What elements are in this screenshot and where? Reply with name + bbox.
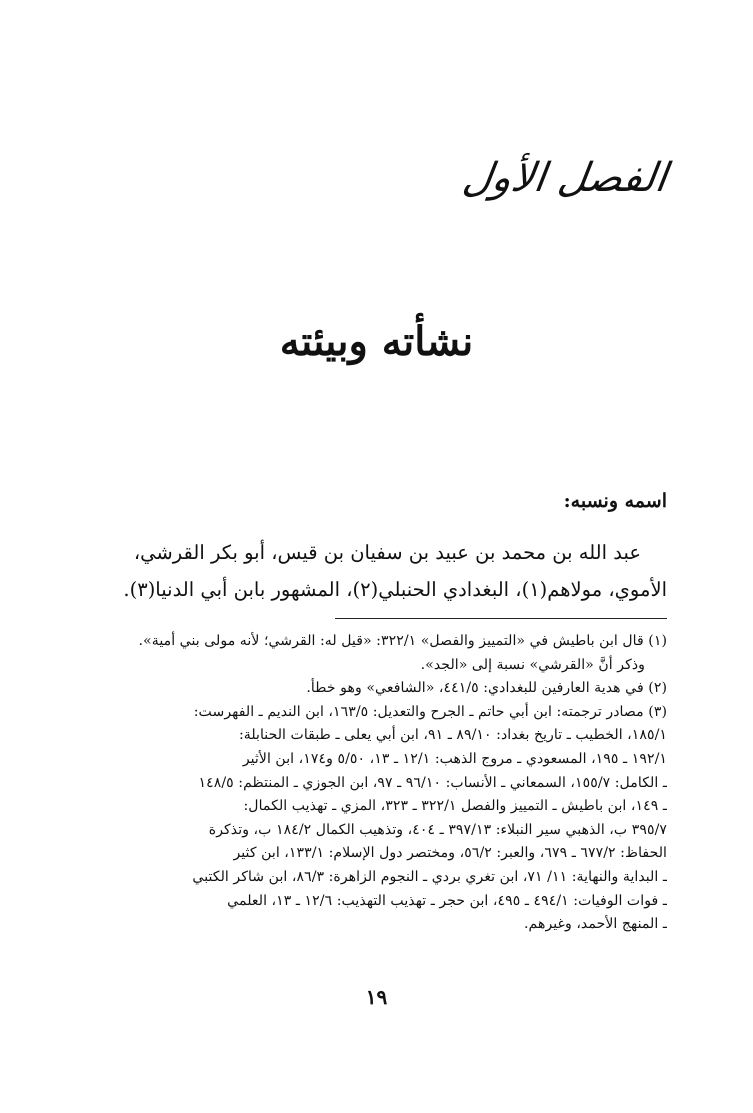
footnote-3-continuation: ـ الكامل: ١٥٥/٧، السمعاني ـ الأنساب: ٩٦/١٠ ـ ٩٧، ابن الجوزي ـ المنتظم: ١٤٨/٥: [198, 774, 667, 791]
footnote-3-continuation: ٣٩٥/٧ ب، الذهبي سير النبلاء: ٣٩٧/١٣ ـ ٤٠٤، وتذهيب الكمال ١٨٤/٢ ب، وتذكرة: [208, 821, 667, 838]
footnote-3-continuation: الحفاظ: ٦٧٧/٢ ـ ٦٧٩، والعبر: ٥٦/٢، ومختصر دول الإسلام: ١٣٣/١، ابن كثير: [233, 845, 667, 862]
page-number: ١٩: [365, 985, 388, 1009]
chapter-heading: الفصل الأول: [460, 155, 671, 201]
body-line: الأموي، مولاهم(١)، البغدادي الحنبلي(٢)، المشهور بابن أبي الدنيا(٣).: [123, 578, 667, 601]
footnote-3-continuation: ١٩٢/١ ـ ١٩٥، المسعودي ـ مروج الذهب: ١٢/١ ـ ١٣، ٥/٥٠ و١٧٤، ابن الأثير: [242, 750, 667, 767]
footnote-3-continuation: ـ ١٤٩، ابن باطيش ـ التمييز والفصل ٣٢٢/١ ـ ٣٢٣، المزي ـ تهذيب الكمال:: [243, 798, 667, 815]
chapter-title: نشأته وبيئته: [279, 318, 474, 365]
footnote-3-continuation: ١٨٥/١، الخطيب ـ تاريخ بغداد: ٨٩/١٠ ـ ٩١، ابن أبي يعلى ـ طبقات الحنابلة:: [238, 727, 667, 744]
section-heading: اسمه ونسبه:: [563, 490, 667, 512]
footnote-3-continuation: ـ البداية والنهاية: ١١/ ٧١، ابن تغري بردي ـ النجوم الزاهرة: ٨٦/٣، ابن شاكر الكتبي: [192, 868, 667, 885]
footnote-divider: [335, 618, 667, 619]
footnote-1-continuation: وذكر أنَّ «القرشي» نسبة إلى «الجد».: [420, 656, 645, 673]
body-paragraph: [86, 534, 667, 608]
body-line: عبد الله بن محمد بن عبيد بن سفيان بن قيس، أبو بكر القرشي،: [133, 541, 641, 564]
footnotes: [86, 630, 667, 937]
footnote-3-continuation: ـ فوات الوفيات: ٤٩٤/١ ـ ٤٩٥، ابن حجر ـ تهذيب التهذيب: ١٢/٦ ـ ١٣، العلمي: [227, 892, 667, 909]
footnote-3: (٣) مصادر ترجمته: ابن أبي حاتم ـ الجرح والتعديل: ١٦٣/٥، ابن النديم ـ الفهرست:: [193, 703, 667, 720]
footnote-3-continuation: ـ المنهج الأحمد، وغيرهم.: [524, 916, 667, 933]
footnote-1: (١) قال ابن باطيش في «التمييز والفصل» ٣٢٢/١: «قيل له: القرشي؛ لأنه مولى بني أمية».: [138, 633, 667, 649]
footnote-2: (٢) في هدية العارفين للبغدادي: ٤٤١/٥، «الشافعي» وهو خطأ.: [306, 680, 667, 697]
